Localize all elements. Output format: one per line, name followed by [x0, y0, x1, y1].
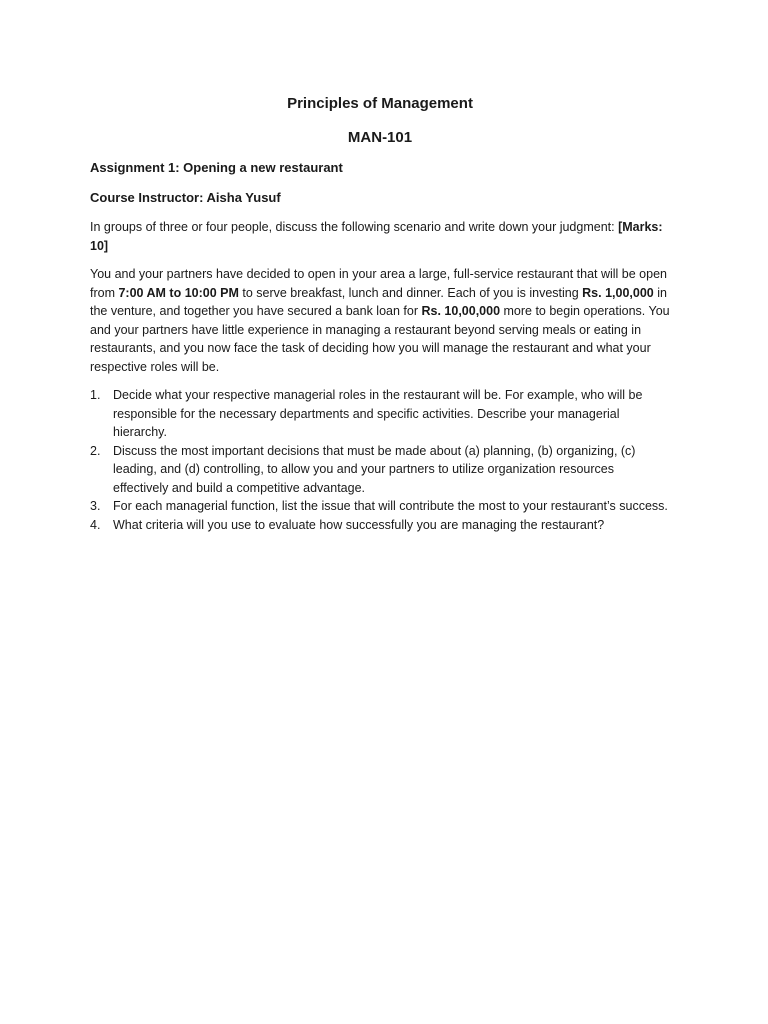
task-number: 1.	[90, 388, 101, 402]
scenario-text-2: to serve breakfast, lunch and dinner. Each of you is investing	[238, 285, 583, 300]
task-text: Decide what your respective managerial roles in the restaurant will be. For example, who will be responsible for the necessary departments and specific activities. Describe your managerial hierarchy.	[113, 388, 643, 439]
task-number: 3.	[90, 499, 101, 513]
scenario-text-4: more to begin operations. You and your partners have little experience in managing a restaurant beyond serving meals or eating in restaurants, and you now face the task of deciding how you will manage the restaurant and what your respective roles will be.	[90, 304, 670, 374]
task-number: 4.	[90, 517, 101, 532]
course-code: MAN-101	[347, 129, 413, 146]
task-list	[90, 386, 670, 534]
document-title: Principles of Management	[287, 95, 473, 112]
task-text: Discuss the most important decisions that must be made about (a) planning, (b) organizing, (c) leading, and (d) controlling, to allow you and your partners to utilize organization resources effectively and build a competitive advantage.	[113, 443, 636, 495]
task-item	[90, 516, 670, 535]
document-body	[90, 92, 670, 534]
task-item	[90, 497, 670, 516]
investment-amount: Rs. 1,00,000	[582, 285, 654, 300]
instructions-text: In groups of three or four people, discuss the following scenario and write down your judgment:	[90, 220, 619, 234]
opening-hours: 7:00 AM to 10:00 PM	[118, 285, 239, 300]
task-number: 2.	[90, 443, 101, 458]
scenario-paragraph	[90, 265, 670, 376]
scenario-text-1: You and your partners have decided to open in your area a large, full-service restaurant that will be open from	[90, 267, 667, 300]
marks-label: [Marks: 10]	[90, 220, 663, 253]
loan-amount: Rs. 10,00,000	[421, 304, 501, 318]
task-item	[90, 442, 670, 498]
instructor-heading: Course Instructor: Aisha Yusuf	[90, 190, 281, 205]
assignment-heading: Assignment 1: Opening a new restaurant	[90, 160, 343, 175]
instructions-paragraph	[90, 218, 670, 255]
scenario-text-3: in the venture, and together you have secured a bank loan for	[90, 285, 667, 318]
task-text: For each managerial function, list the issue that will contribute the most to your restaurant’s success.	[113, 499, 668, 513]
task-item	[90, 386, 670, 442]
task-text: What criteria will you use to evaluate how successfully you are managing the restaurant?	[113, 517, 605, 532]
